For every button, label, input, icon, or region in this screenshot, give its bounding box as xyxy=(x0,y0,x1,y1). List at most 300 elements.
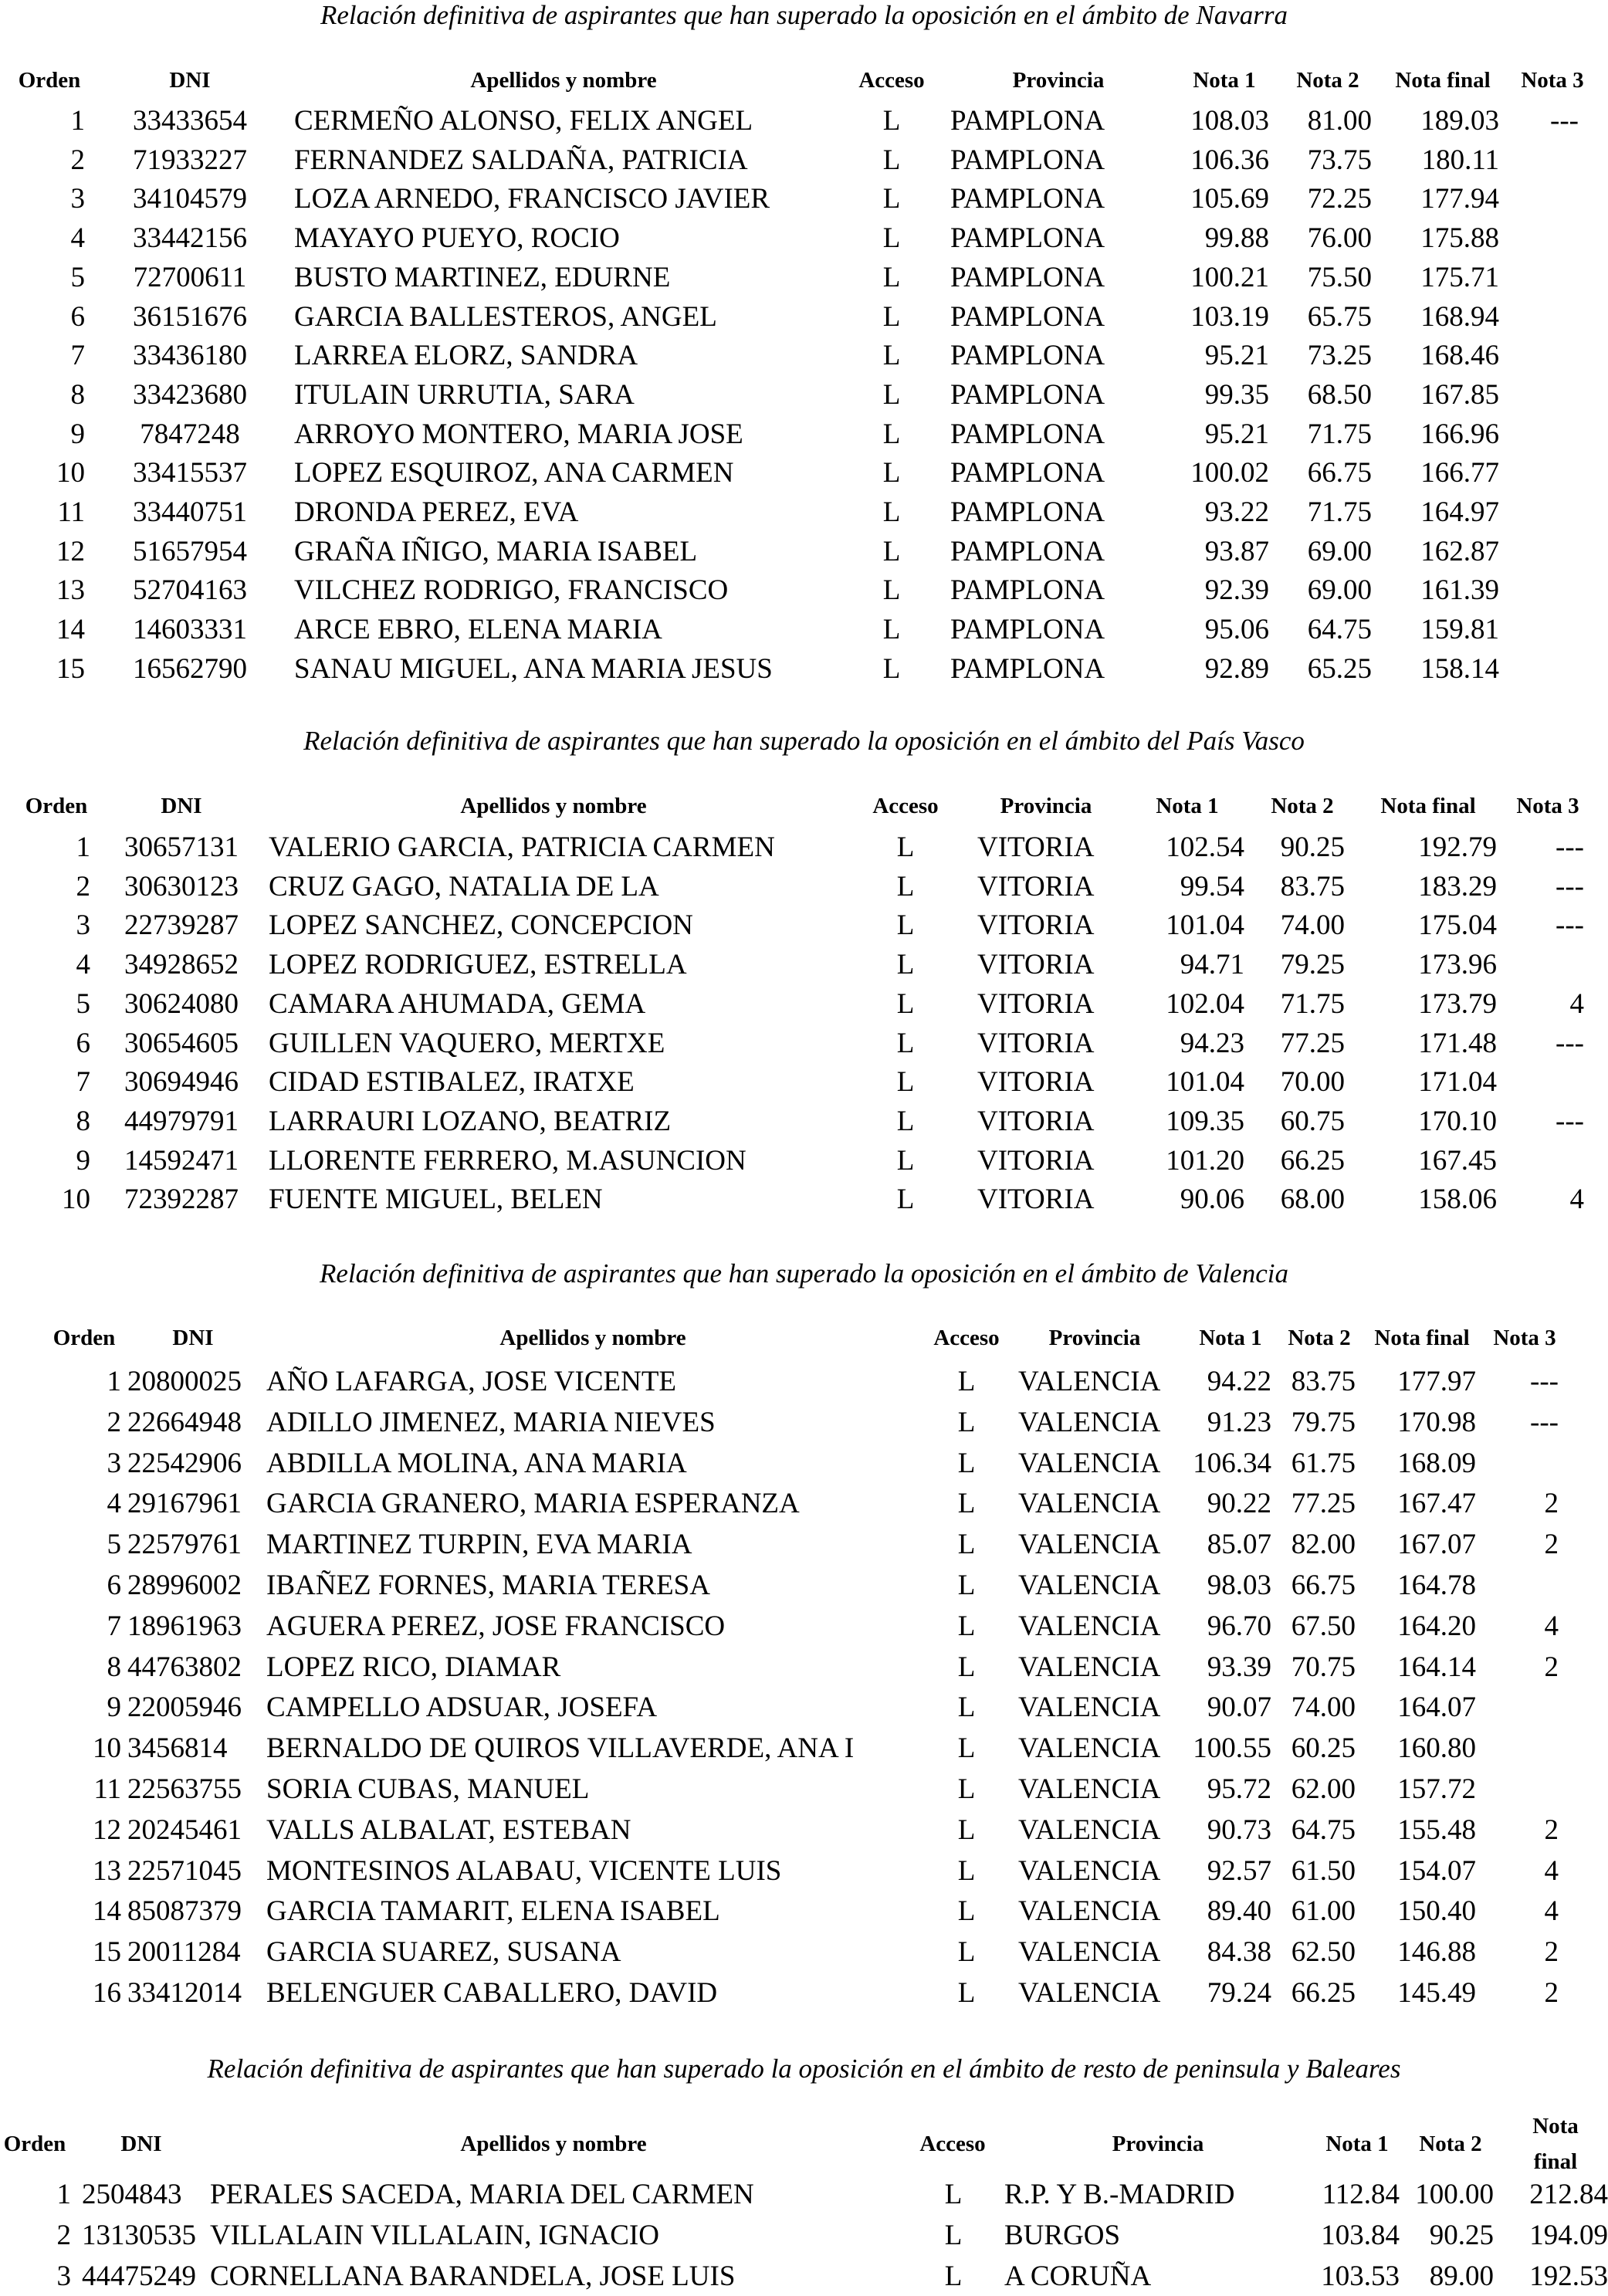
cell-dni: 44475249 xyxy=(82,2260,196,2292)
cell-notafinal: 155.48 xyxy=(1397,1813,1476,1846)
cell-orden: 14 xyxy=(56,614,85,646)
cell-notafinal: 192.53 xyxy=(1529,2260,1608,2292)
cell-orden: 1 xyxy=(76,831,90,863)
cell-acceso: L xyxy=(882,105,901,137)
cell-acceso: L xyxy=(944,2179,963,2210)
cell-acceso: L xyxy=(957,1651,976,1683)
cell-dni: 44763802 xyxy=(127,1651,242,1683)
cell-acceso: L xyxy=(896,949,915,981)
cell-orden: 8 xyxy=(70,378,85,411)
cell-dni: 51657954 xyxy=(133,535,247,567)
header-acceso: Acceso xyxy=(872,794,939,818)
cell-orden: 5 xyxy=(70,261,85,293)
cell-dni: 2504843 xyxy=(82,2179,182,2210)
cell-nota2: 60.75 xyxy=(1280,1105,1345,1137)
cell-name: CRUZ GAGO, NATALIA DE LA xyxy=(269,870,659,902)
header-orden: Orden xyxy=(18,68,81,93)
cell-acceso: L xyxy=(957,1773,976,1805)
cell-name: GUILLEN VAQUERO, MERTXE xyxy=(269,1027,665,1059)
cell-nota1: 94.22 xyxy=(1207,1366,1271,1397)
cell-nota2: 72.25 xyxy=(1307,183,1372,215)
section-title: Relación definitiva de aspirantes que han superado la oposición en el ámbito de Valencia xyxy=(320,1258,1288,1289)
cell-notafinal: 194.09 xyxy=(1529,2220,1608,2251)
cell-nota3: 4 xyxy=(1544,1854,1559,1887)
cell-nota1: 92.89 xyxy=(1204,652,1269,685)
cell-orden: 5 xyxy=(107,1529,121,1561)
cell-provincia: PAMPLONA xyxy=(950,496,1105,528)
cell-dni: 34104579 xyxy=(133,183,247,215)
header-dni: DNI xyxy=(172,1326,214,1350)
cell-dni: 30694946 xyxy=(124,1066,239,1099)
cell-provincia: PAMPLONA xyxy=(950,378,1105,411)
cell-dni: 22579761 xyxy=(127,1529,242,1561)
cell-notafinal: 168.46 xyxy=(1420,340,1499,372)
cell-name: CIDAD ESTIBALEZ, IRATXE xyxy=(269,1066,635,1099)
cell-acceso: L xyxy=(944,2220,963,2251)
cell-nota2: 68.00 xyxy=(1280,1184,1345,1216)
cell-dni: 72392287 xyxy=(124,1184,239,1216)
cell-nota2: 62.50 xyxy=(1291,1936,1356,1969)
cell-dni: 44979791 xyxy=(124,1105,239,1137)
cell-orden: 1 xyxy=(70,105,85,137)
cell-orden: 3 xyxy=(70,183,85,215)
cell-nota1: 95.21 xyxy=(1204,340,1269,372)
header-orden: Orden xyxy=(52,1326,116,1350)
cell-name: CORNELLANA BARANDELA, JOSE LUIS xyxy=(210,2260,736,2292)
cell-notafinal: 173.79 xyxy=(1418,987,1497,1020)
section-title: Relación definitiva de aspirantes que han superado la oposición en el ámbito del País Vasco xyxy=(303,726,1305,756)
cell-notafinal: 145.49 xyxy=(1397,1977,1476,2009)
cell-nota2: 61.00 xyxy=(1291,1895,1356,1928)
cell-acceso: L xyxy=(957,1610,976,1642)
cell-notafinal: 175.04 xyxy=(1418,909,1497,942)
cell-orden: 10 xyxy=(62,1184,90,1216)
header-orden: Orden xyxy=(3,2132,66,2156)
cell-name: IBAÑEZ FORNES, MARIA TERESA xyxy=(266,1570,710,1601)
cell-nota1: 100.55 xyxy=(1193,1732,1271,1765)
header-acceso: Acceso xyxy=(858,68,925,93)
cell-acceso: L xyxy=(944,2260,963,2292)
header-name: Apellidos y nombre xyxy=(470,68,657,93)
cell-provincia: VALENCIA xyxy=(1018,1529,1161,1561)
cell-provincia: PAMPLONA xyxy=(950,457,1105,489)
cell-name: MONTESINOS ALABAU, VICENTE LUIS xyxy=(266,1854,782,1887)
cell-provincia: PAMPLONA xyxy=(950,535,1105,567)
header-provincia: Provincia xyxy=(1112,2132,1204,2156)
cell-name: BERNALDO DE QUIROS VILLAVERDE, ANA I xyxy=(266,1732,855,1765)
cell-orden: 12 xyxy=(93,1813,121,1846)
cell-name: VILCHEZ RODRIGO, FRANCISCO xyxy=(294,574,729,607)
cell-nota1: 103.19 xyxy=(1190,300,1269,333)
cell-nota2: 74.00 xyxy=(1280,909,1345,942)
cell-orden: 9 xyxy=(76,1144,90,1177)
cell-nota1: 93.22 xyxy=(1204,496,1269,528)
cell-nota2: 77.25 xyxy=(1291,1488,1356,1520)
cell-acceso: L xyxy=(882,222,901,255)
cell-provincia: R.P. Y B.-MADRID xyxy=(1004,2179,1235,2210)
cell-nota3: --- xyxy=(1556,1027,1584,1059)
cell-provincia: VALENCIA xyxy=(1018,1447,1161,1479)
cell-notafinal: 166.96 xyxy=(1420,418,1499,450)
cell-notafinal: 167.85 xyxy=(1420,378,1499,411)
cell-nota2: 65.75 xyxy=(1307,300,1372,333)
cell-nota1: 79.24 xyxy=(1207,1977,1271,2009)
cell-nota1: 94.71 xyxy=(1180,949,1244,981)
cell-nota1: 85.07 xyxy=(1207,1529,1271,1561)
cell-notafinal: 154.07 xyxy=(1397,1854,1476,1887)
cell-provincia: VITORIA xyxy=(977,1105,1095,1137)
cell-dni: 71933227 xyxy=(133,144,247,176)
cell-notafinal: 171.48 xyxy=(1418,1027,1497,1059)
cell-nota1: 98.03 xyxy=(1207,1570,1271,1601)
cell-acceso: L xyxy=(957,1813,976,1846)
cell-nota2: 66.25 xyxy=(1291,1977,1356,2009)
cell-acceso: L xyxy=(957,1488,976,1520)
cell-notafinal: 183.29 xyxy=(1418,870,1497,902)
cell-nota3: 2 xyxy=(1544,1488,1559,1520)
cell-provincia: PAMPLONA xyxy=(950,614,1105,646)
cell-nota1: 90.06 xyxy=(1180,1184,1244,1216)
cell-dni: 30657131 xyxy=(124,831,239,863)
cell-nota2: 73.75 xyxy=(1307,144,1372,176)
cell-acceso: L xyxy=(896,870,915,902)
cell-dni: 22571045 xyxy=(127,1854,242,1887)
cell-nota2: 89.00 xyxy=(1429,2260,1494,2292)
cell-nota2: 66.25 xyxy=(1280,1144,1345,1177)
cell-notafinal: 158.14 xyxy=(1420,652,1499,685)
cell-name: LLORENTE FERRERO, M.ASUNCION xyxy=(269,1144,746,1177)
cell-nota2: 66.75 xyxy=(1307,457,1372,489)
cell-notafinal: 167.47 xyxy=(1397,1488,1476,1520)
cell-name: AÑO LAFARGA, JOSE VICENTE xyxy=(266,1366,677,1397)
cell-notafinal: 150.40 xyxy=(1397,1895,1476,1928)
cell-provincia: VALENCIA xyxy=(1018,1813,1161,1846)
cell-provincia: PAMPLONA xyxy=(950,340,1105,372)
cell-acceso: L xyxy=(896,1184,915,1216)
header-notafinal: Nota final xyxy=(1380,794,1476,818)
cell-dni: 18961963 xyxy=(127,1610,242,1642)
cell-nota2: 62.00 xyxy=(1291,1773,1356,1805)
cell-nota2: 67.50 xyxy=(1291,1610,1356,1642)
cell-acceso: L xyxy=(882,261,901,293)
header-nota3: Nota 3 xyxy=(1493,1326,1556,1350)
cell-nota2: 71.75 xyxy=(1307,496,1372,528)
cell-acceso: L xyxy=(882,652,901,685)
cell-acceso: L xyxy=(882,614,901,646)
header-notafinal-line2: final xyxy=(1533,2149,1578,2174)
header-acceso: Acceso xyxy=(933,1326,1000,1350)
cell-provincia: PAMPLONA xyxy=(950,300,1105,333)
cell-orden: 9 xyxy=(107,1692,121,1724)
cell-orden: 13 xyxy=(93,1854,121,1887)
cell-name: MAYAYO PUEYO, ROCIO xyxy=(294,222,620,255)
cell-orden: 3 xyxy=(107,1447,121,1479)
cell-notafinal: 189.03 xyxy=(1420,105,1499,137)
cell-orden: 8 xyxy=(107,1651,121,1683)
cell-provincia: VALENCIA xyxy=(1018,1570,1161,1601)
cell-nota1: 93.39 xyxy=(1207,1651,1271,1683)
cell-dni: 13130535 xyxy=(82,2220,196,2251)
cell-nota1: 106.36 xyxy=(1190,144,1269,176)
cell-notafinal: 170.10 xyxy=(1418,1105,1497,1137)
cell-nota1: 102.54 xyxy=(1166,831,1244,863)
cell-nota3: 2 xyxy=(1544,1813,1559,1846)
cell-acceso: L xyxy=(957,1366,976,1397)
cell-orden: 15 xyxy=(93,1936,121,1969)
cell-nota2: 61.75 xyxy=(1291,1447,1356,1479)
cell-acceso: L xyxy=(896,1105,915,1137)
cell-nota2: 83.75 xyxy=(1291,1366,1356,1397)
cell-nota1: 108.03 xyxy=(1190,105,1269,137)
cell-name: CAMPELLO ADSUAR, JOSEFA xyxy=(266,1692,658,1724)
cell-nota3: --- xyxy=(1556,909,1584,942)
cell-orden: 7 xyxy=(70,340,85,372)
cell-name: LOPEZ RICO, DIAMAR xyxy=(266,1651,561,1683)
cell-acceso: L xyxy=(896,1066,915,1099)
cell-dni: 14603331 xyxy=(133,614,247,646)
cell-dni: 33440751 xyxy=(133,496,247,528)
cell-orden: 6 xyxy=(107,1570,121,1601)
cell-nota1: 105.69 xyxy=(1190,183,1269,215)
cell-notafinal: 158.06 xyxy=(1418,1184,1497,1216)
cell-acceso: L xyxy=(882,300,901,333)
cell-provincia: VITORIA xyxy=(977,1027,1095,1059)
cell-acceso: L xyxy=(896,909,915,942)
cell-nota1: 90.73 xyxy=(1207,1813,1271,1846)
cell-name: SORIA CUBAS, MANUEL xyxy=(266,1773,590,1805)
cell-name: ARROYO MONTERO, MARIA JOSE xyxy=(294,418,743,450)
cell-nota1: 112.84 xyxy=(1322,2179,1400,2210)
header-name: Apellidos y nombre xyxy=(460,2132,647,2156)
cell-orden: 7 xyxy=(76,1066,90,1099)
cell-nota1: 101.04 xyxy=(1166,909,1244,942)
header-notafinal: Nota final xyxy=(1395,68,1491,93)
header-dni: DNI xyxy=(161,794,202,818)
cell-acceso: L xyxy=(882,574,901,607)
cell-name: LOPEZ ESQUIROZ, ANA CARMEN xyxy=(294,457,734,489)
cell-nota3: --- xyxy=(1556,870,1584,902)
header-nota1: Nota 1 xyxy=(1156,794,1219,818)
cell-notafinal: 171.04 xyxy=(1418,1066,1497,1099)
cell-notafinal: 146.88 xyxy=(1397,1936,1476,1969)
cell-nota1: 106.34 xyxy=(1193,1447,1271,1479)
cell-provincia: PAMPLONA xyxy=(950,574,1105,607)
cell-dni: 30630123 xyxy=(124,870,239,902)
cell-provincia: VALENCIA xyxy=(1018,1854,1161,1887)
cell-notafinal: 164.07 xyxy=(1397,1692,1476,1724)
cell-provincia: VALENCIA xyxy=(1018,1732,1161,1765)
cell-provincia: VALENCIA xyxy=(1018,1895,1161,1928)
header-name: Apellidos y nombre xyxy=(499,1326,686,1350)
cell-orden: 4 xyxy=(107,1488,121,1520)
cell-dni: 22739287 xyxy=(124,909,239,942)
cell-nota3: 4 xyxy=(1544,1610,1559,1642)
header-orden: Orden xyxy=(25,794,88,818)
cell-acceso: L xyxy=(957,1447,976,1479)
cell-name: BUSTO MARTINEZ, EDURNE xyxy=(294,261,671,293)
cell-nota2: 71.75 xyxy=(1307,418,1372,450)
cell-nota3: 4 xyxy=(1569,987,1584,1020)
cell-dni: 33433654 xyxy=(133,105,247,137)
cell-name: GARCIA GRANERO, MARIA ESPERANZA xyxy=(266,1488,800,1520)
cell-name: LARRAURI LOZANO, BEATRIZ xyxy=(269,1105,672,1137)
cell-nota2: 64.75 xyxy=(1307,614,1372,646)
cell-dni: 22005946 xyxy=(127,1692,242,1724)
cell-acceso: L xyxy=(882,378,901,411)
section-title: Relación definitiva de aspirantes que han superado la oposición en el ámbito de Navarra xyxy=(320,0,1288,30)
header-notafinal-line1: Nota xyxy=(1532,2114,1579,2139)
cell-nota1: 99.54 xyxy=(1180,870,1244,902)
cell-dni: 20011284 xyxy=(127,1936,241,1969)
cell-nota3: 2 xyxy=(1544,1977,1559,2009)
cell-dni: 14592471 xyxy=(124,1144,239,1177)
cell-acceso: L xyxy=(957,1406,976,1438)
cell-notafinal: 177.94 xyxy=(1420,183,1499,215)
header-notafinal: Nota final xyxy=(1374,1326,1470,1350)
cell-nota3: --- xyxy=(1550,105,1579,137)
cell-nota3: --- xyxy=(1530,1406,1559,1438)
cell-nota2: 68.50 xyxy=(1307,378,1372,411)
cell-notafinal: 159.81 xyxy=(1420,614,1499,646)
cell-provincia: PAMPLONA xyxy=(950,418,1105,450)
cell-acceso: L xyxy=(957,1529,976,1561)
cell-nota1: 90.22 xyxy=(1207,1488,1271,1520)
cell-orden: 11 xyxy=(57,496,85,528)
cell-nota1: 96.70 xyxy=(1207,1610,1271,1642)
cell-nota2: 70.00 xyxy=(1280,1066,1345,1099)
cell-orden: 2 xyxy=(56,2220,71,2251)
cell-orden: 3 xyxy=(56,2260,71,2292)
cell-provincia: VITORIA xyxy=(977,987,1095,1020)
cell-dni: 33436180 xyxy=(133,340,247,372)
cell-provincia: VALENCIA xyxy=(1018,1651,1161,1683)
header-nota2: Nota 2 xyxy=(1288,1326,1351,1350)
cell-provincia: VITORIA xyxy=(977,1066,1095,1099)
cell-orden: 7 xyxy=(107,1610,121,1642)
header-name: Apellidos y nombre xyxy=(460,794,647,818)
cell-nota2: 65.25 xyxy=(1307,652,1372,685)
cell-provincia: VITORIA xyxy=(977,949,1095,981)
cell-nota1: 93.87 xyxy=(1204,535,1269,567)
cell-nota2: 69.00 xyxy=(1307,574,1372,607)
cell-notafinal: 160.80 xyxy=(1397,1732,1476,1765)
cell-acceso: L xyxy=(957,1854,976,1887)
cell-acceso: L xyxy=(957,1936,976,1969)
cell-nota2: 61.50 xyxy=(1291,1854,1356,1887)
cell-provincia: VALENCIA xyxy=(1018,1610,1161,1642)
cell-provincia: VALENCIA xyxy=(1018,1692,1161,1724)
cell-nota2: 73.25 xyxy=(1307,340,1372,372)
cell-dni: 22664948 xyxy=(127,1406,242,1438)
cell-nota2: 74.00 xyxy=(1291,1692,1356,1724)
cell-provincia: PAMPLONA xyxy=(950,261,1105,293)
cell-acceso: L xyxy=(957,1895,976,1928)
cell-acceso: L xyxy=(882,535,901,567)
cell-acceso: L xyxy=(957,1570,976,1601)
cell-nota1: 95.21 xyxy=(1204,418,1269,450)
cell-nota2: 76.00 xyxy=(1307,222,1372,255)
cell-nota1: 95.06 xyxy=(1204,614,1269,646)
cell-notafinal: 168.94 xyxy=(1420,300,1499,333)
cell-orden: 2 xyxy=(107,1406,121,1438)
cell-dni: 7847248 xyxy=(140,418,240,450)
cell-nota2: 75.50 xyxy=(1307,261,1372,293)
cell-notafinal: 175.88 xyxy=(1420,222,1499,255)
cell-provincia: VITORIA xyxy=(977,909,1095,942)
cell-provincia: PAMPLONA xyxy=(950,183,1105,215)
cell-dni: 22563755 xyxy=(127,1773,242,1805)
cell-provincia: VITORIA xyxy=(977,1184,1095,1216)
cell-nota3: 2 xyxy=(1544,1529,1559,1561)
cell-provincia: VALENCIA xyxy=(1018,1773,1161,1805)
cell-orden: 15 xyxy=(56,652,85,685)
cell-name: DRONDA PEREZ, EVA xyxy=(294,496,579,528)
cell-orden: 4 xyxy=(70,222,85,255)
cell-acceso: L xyxy=(896,1027,915,1059)
cell-dni: 85087379 xyxy=(127,1895,242,1928)
cell-nota2: 100.00 xyxy=(1415,2179,1494,2210)
cell-acceso: L xyxy=(882,418,901,450)
cell-notafinal: 161.39 xyxy=(1420,574,1499,607)
cell-notafinal: 177.97 xyxy=(1397,1366,1476,1397)
header-nota1: Nota 1 xyxy=(1193,68,1256,93)
cell-notafinal: 170.98 xyxy=(1397,1406,1476,1438)
header-provincia: Provincia xyxy=(1000,794,1092,818)
header-nota3: Nota 3 xyxy=(1521,68,1584,93)
cell-acceso: L xyxy=(896,1144,915,1177)
cell-nota3: --- xyxy=(1556,1105,1584,1137)
cell-provincia: VALENCIA xyxy=(1018,1977,1161,2009)
cell-name: BELENGUER CABALLERO, DAVID xyxy=(266,1977,718,2009)
cell-name: VILLALAIN VILLALAIN, IGNACIO xyxy=(210,2220,659,2251)
cell-provincia: VITORIA xyxy=(977,870,1095,902)
cell-notafinal: 173.96 xyxy=(1418,949,1497,981)
cell-acceso: L xyxy=(896,987,915,1020)
header-nota1: Nota 1 xyxy=(1199,1326,1262,1350)
cell-nota3: 2 xyxy=(1544,1936,1559,1969)
cell-orden: 1 xyxy=(107,1366,121,1397)
cell-acceso: L xyxy=(957,1692,976,1724)
cell-dni: 52704163 xyxy=(133,574,247,607)
header-nota3: Nota 3 xyxy=(1516,794,1579,818)
cell-nota1: 103.84 xyxy=(1321,2220,1400,2251)
cell-dni: 22542906 xyxy=(127,1447,242,1479)
cell-acceso: L xyxy=(882,457,901,489)
cell-nota1: 100.21 xyxy=(1190,261,1269,293)
cell-notafinal: 166.77 xyxy=(1420,457,1499,489)
cell-nota1: 95.72 xyxy=(1207,1773,1271,1805)
cell-orden: 6 xyxy=(70,300,85,333)
cell-dni: 30654605 xyxy=(124,1027,239,1059)
cell-notafinal: 212.84 xyxy=(1529,2179,1608,2210)
cell-nota3: 4 xyxy=(1569,1184,1584,1216)
cell-name: LOPEZ RODRIGUEZ, ESTRELLA xyxy=(269,949,687,981)
cell-nota2: 79.25 xyxy=(1280,949,1345,981)
cell-acceso: L xyxy=(957,1732,976,1765)
cell-name: ADILLO JIMENEZ, MARIA NIEVES xyxy=(266,1406,716,1438)
cell-dni: 29167961 xyxy=(127,1488,242,1520)
cell-nota2: 60.25 xyxy=(1291,1732,1356,1765)
cell-acceso: L xyxy=(882,496,901,528)
header-provincia: Provincia xyxy=(1012,68,1105,93)
cell-nota1: 91.23 xyxy=(1207,1406,1271,1438)
cell-name: GARCIA SUAREZ, SUSANA xyxy=(266,1936,621,1969)
cell-orden: 10 xyxy=(56,457,85,489)
cell-notafinal: 164.78 xyxy=(1397,1570,1476,1601)
cell-name: AGUERA PEREZ, JOSE FRANCISCO xyxy=(266,1610,726,1642)
cell-nota1: 103.53 xyxy=(1321,2260,1400,2292)
cell-provincia: VALENCIA xyxy=(1018,1366,1161,1397)
